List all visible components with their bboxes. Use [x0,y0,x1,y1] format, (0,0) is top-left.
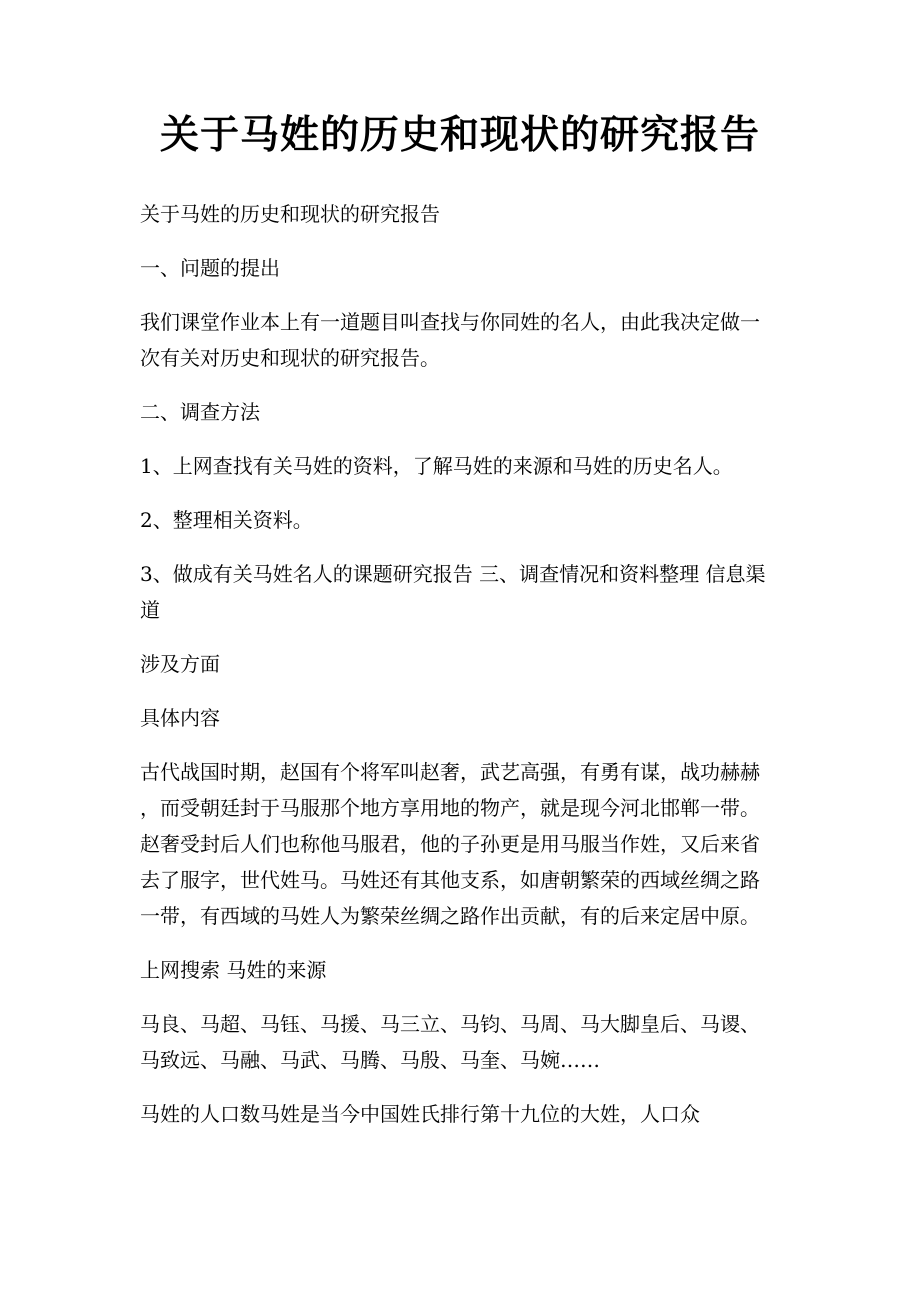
paragraph-source [140,952,785,988]
text-line: 次有关对历史和现状的研究报告。 [140,346,440,370]
section-heading-2 [140,394,785,430]
list-item-1 [140,448,785,484]
section-heading-1 [140,250,785,286]
paragraph-population [140,1096,785,1132]
text-line: 马致远、马融、马武、马腾、马殷、马奎、马婉…… [140,1048,600,1072]
text-line: 一、问题的提出 [140,256,280,280]
text-line: 我们课堂作业本上有一道题目叫查找与你同姓的名人，由此我决定做一 [140,310,760,334]
text-line: 2、整理相关资料。 [140,508,313,532]
list-item-3 [140,556,785,628]
text-line: 涉及方面 [140,652,220,676]
text-line: 二、调查方法 [140,400,260,424]
text-line: 马良、马超、马钰、马援、马三立、马钧、马周、马大脚皇后、马谡、 [140,1012,760,1036]
text-line: 1、上网查找有关马姓的资料，了解马姓的来源和马姓的历史名人。 [140,454,733,478]
list-item-2 [140,502,785,538]
table-label-scope [140,646,785,682]
paragraph-origin-story [140,754,785,934]
text-line: 一带，有西域的马姓人为繁荣丝绸之路作出贡献，有的后来定居中原。 [140,904,760,928]
text-line: 上网搜索 马姓的来源 [140,958,327,982]
text-line: 赵奢受封后人们也称他马服君，他的子孙更是用马服当作姓，又后来省 [140,832,760,856]
document-body [140,196,785,1150]
text-line: 具体内容 [140,706,220,730]
document-title: 关于马姓的历史和现状的研究报告 [159,112,760,158]
paragraph-3 [140,304,785,376]
text-line: 道 [140,598,160,622]
paragraph-1 [140,196,785,232]
text-line: ，而受朝廷封于马服那个地方享用地的物产，就是现今河北邯郸一带。 [140,796,760,820]
text-line: 3、做成有关马姓名人的课题研究报告 三、调查情况和资料整理 信息渠 [140,562,766,586]
text-line: 去了服字，世代姓马。马姓还有其他支系，如唐朝繁荣的西域丝绸之路 [140,868,760,892]
text-line: 马姓的人口数马姓是当今中国姓氏排行第十九位的大姓，人口众 [140,1102,700,1126]
paragraph-famous-people [140,1006,785,1078]
text-line: 古代战国时期，赵国有个将军叫赵奢，武艺高强，有勇有谋，战功赫赫 [140,760,760,784]
text-line: 关于马姓的历史和现状的研究报告 [140,202,440,226]
table-label-content [140,700,785,736]
